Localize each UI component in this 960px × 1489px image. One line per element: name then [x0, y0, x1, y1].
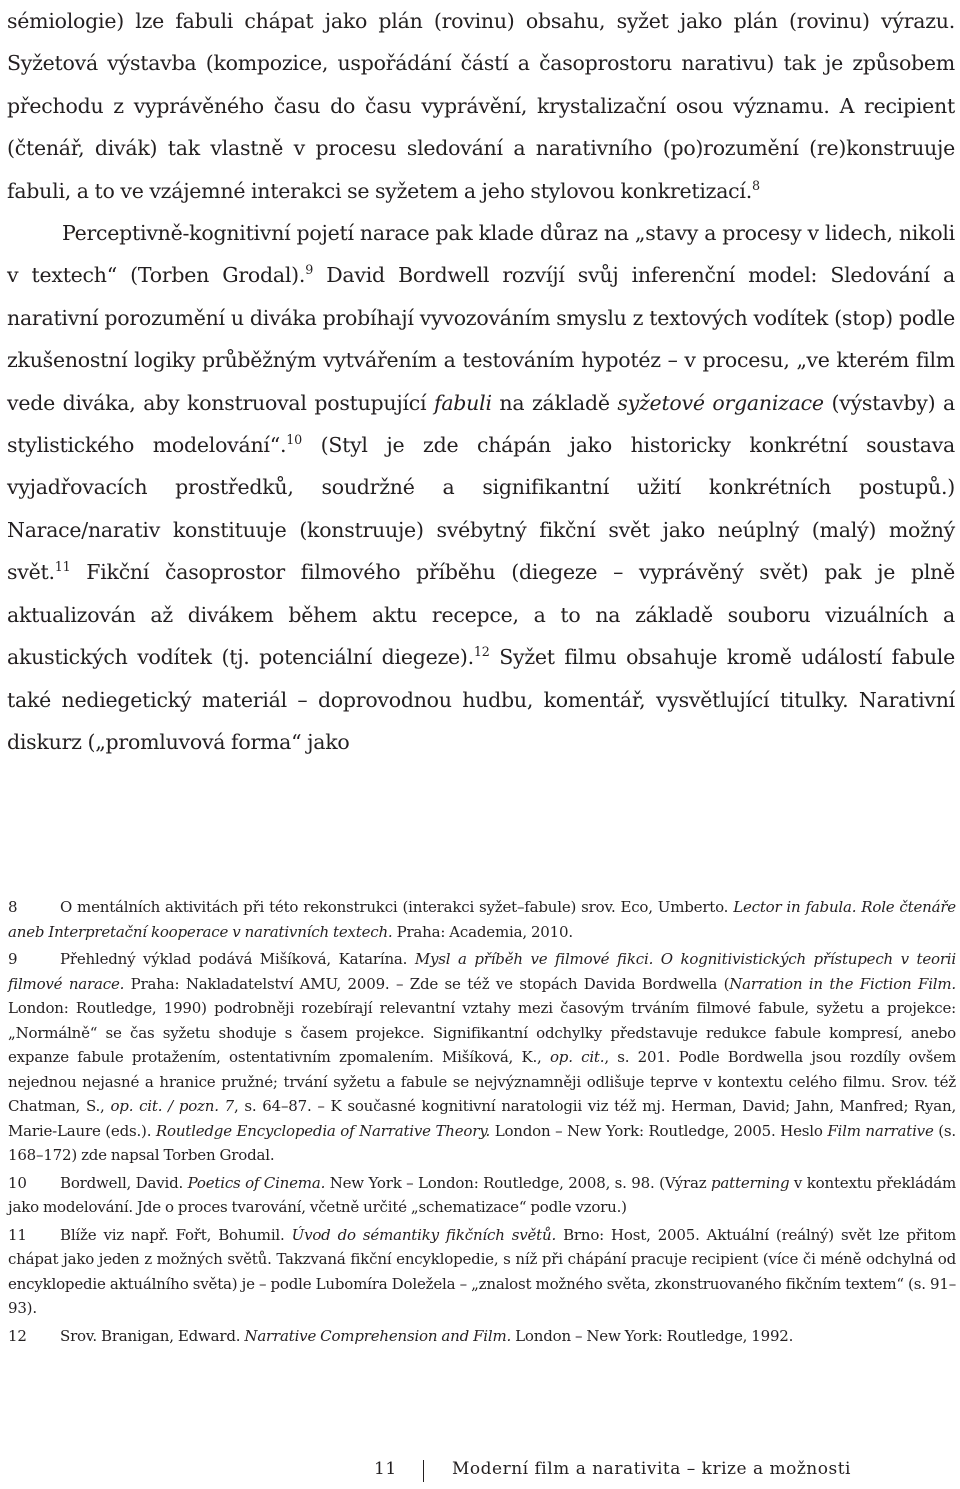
running-title: Moderní film a narativita – krize a možnosti: [452, 1459, 851, 1479]
footnote-title: Narrative Comprehension and Film.: [244, 1326, 512, 1345]
footnote-number: 9: [8, 950, 18, 968]
footnote-text: , s. 64–87. – K současné kognitivní naratologii viz též mj. Herman, David; Jahn, Manfred; Ryan, Marie-Laure (eds.).: [8, 1097, 957, 1140]
footnote-9: [8, 947, 956, 1168]
paragraph-text: Fikční časoprostor filmového příběhu (diegeze – vyprávěný svět) pak je plně aktualizován až divákem během aktu recepce, a to na základě souboru vizuálních a akustických vodítek (tj. potenciální diegeze).: [7, 560, 955, 670]
footnote-title: Úvod do sémantiky fikčních světů.: [291, 1225, 557, 1244]
footnote-8: [8, 895, 956, 944]
page-footer: [0, 1459, 960, 1489]
footnote-number: 10: [8, 1173, 27, 1192]
footnote-title: Poetics of Cinema.: [187, 1173, 326, 1192]
footnote-text: London – New York: Routledge, 1992.: [511, 1326, 794, 1345]
footnote-ref-12[interactable]: 12: [473, 644, 490, 660]
footnote-text: London – New York: Routledge, 2005. Heslo: [490, 1121, 828, 1140]
footnote-title: Lector in fabula. Role čtenáře aneb Interpretační kooperace v narativních textech.: [8, 898, 956, 941]
footnote-number: 8: [8, 898, 18, 916]
footnote-text: (s. 168–172) zde napsal Torben Grodal.: [8, 1121, 956, 1164]
footnote-number: 11: [8, 1225, 27, 1244]
footnote-text: Srov. Branigan, Edward.: [60, 1326, 245, 1345]
footnote-text: Bordwell, David.: [60, 1173, 188, 1192]
footnote-title: patterning: [711, 1173, 790, 1192]
footnote-text: Praha: Academia, 2010.: [392, 922, 573, 941]
body-text: [7, 0, 955, 763]
footnote-text: New York – London: Routledge, 2008, s. 98. (Výraz: [325, 1173, 712, 1192]
paragraph-text: David Bordwell rozvíjí svůj inferenční model: Sledování a narativní porozumění u diváka probíhají vyvozováním smyslu z textových vodítek (stop) podle zkušenostní logiky průběžným vytvářením a testováním hypotéz – v procesu, „ve kterém film vede diváka, aby konstruoval postupující: [7, 263, 955, 415]
paragraph-text: (výstavby) a stylistického modelování“.: [7, 390, 956, 458]
footnote-text: O mentálních aktivitách při této rekonstrukci (interakci syžet–fabule) srov. Eco, Umberto.: [60, 898, 734, 916]
footnote-text: Brno: Host, 2005. Aktuální (reálný) svět lze přitom chápat jako jeden z možných světů. Takzvaná fikční encyklopedie, s níž při chápání pracuje recipient (více či méně odchylná od encyklopedie aktuálního světa) je – podle Lubomíra Doležela – „znalost možného světa, zkonstruovaného fikčním textem“ (s. 91–93).: [8, 1225, 956, 1317]
footnote-title: Film narrative: [827, 1121, 934, 1140]
footnote-text: , s. 201. Podle Bordwella jsou rozdíly ovšem nejednou nejasné a hranice pružné; trvání syžetu a fabule se nejvýznamněji odlišuje teprve v kontextu celého filmu. Srov. též Chatman, S.,: [8, 1048, 956, 1115]
footnote-text: London: Routledge, 1990) podrobněji rozebírají relevantní vztahy mezi časovým trváním filmové fabule, syžetu a projekce: „Normálně“ se čas syžetu shoduje s časem projekce. Signifikantní odchylky představuje redukce fabule kompresí, anebo expanze fabule protažením, ostentativním zpomalením. Mišíková, K.,: [8, 999, 956, 1066]
paragraph-1: [7, 0, 955, 212]
footnote-10: [8, 1171, 956, 1220]
footnote-number: 12: [8, 1326, 27, 1345]
footnote-title: Mysl a příběh ve filmové fikci. O kognitivistických přístupech v teorii filmové narace.: [8, 950, 956, 993]
page-number: 11: [374, 1459, 397, 1479]
footnote-title: op. cit. / pozn. 7: [110, 1097, 234, 1115]
footnote-ref-8[interactable]: 8: [752, 177, 760, 193]
footnote-ref-10[interactable]: 10: [286, 432, 302, 448]
emphasis-syzetove-organizace: syžetové organizace: [617, 390, 824, 415]
paragraph-text: Perceptivně-kognitivní pojetí narace pak klade důraz na „stavy a procesy v lidech, nikoli v textech“ (Torben Grodal).: [7, 221, 955, 288]
paragraph-2: [7, 212, 955, 763]
footnote-ref-9[interactable]: 9: [305, 262, 314, 278]
emphasis-fabuli: fabuli: [434, 390, 492, 415]
footnote-text: v kontextu překládám jako modelování. Jde o proces tvarování, včetně určité „schematizace“ podle vzoru.): [8, 1173, 956, 1216]
footnote-text: Praha: Nakladatelství AMU, 2009. – Zde se též ve stopách Davida Bordwella (: [124, 974, 730, 993]
paragraph-text: na základě: [491, 390, 618, 415]
footnote-title: op. cit.: [549, 1048, 605, 1066]
paragraph-text: sémiologie) lze fabuli chápat jako plán (rovinu) obsahu, syžet jako plán (rovinu) výrazu. Syžetová výstavba (kompozice, uspořádání částí a časoprostoru narativu) tak je způsobem přechodu z vyprávěného času do času vyprávění, krystalizační osou významu. A recipient (čtenář, divák) tak vlastně v procesu sledování a narativního (po)rozumění (re)konstruuje fabuli, a to ve vzájemné interakci se syžetem a jeho stylovou konkretizací.: [7, 9, 955, 203]
footnotes: [8, 895, 956, 1351]
footer-divider: [423, 1460, 424, 1482]
paragraph-text: Syžet filmu obsahuje kromě událostí fabule také nediegetický materiál – doprovodnou hudbu, komentář, vysvětlující titulky. Narativní diskurz („promluvová forma“ jako: [7, 645, 955, 754]
footnote-12: [8, 1324, 956, 1349]
footnote-title: Routledge Encyclopedia of Narrative Theory.: [155, 1121, 491, 1140]
footnote-11: [8, 1223, 956, 1321]
paragraph-text: (Styl je zde chápán jako historicky konkrétní soustava vyjadřovacích prostředků, soudržné a signifikantní užití konkrétních postupů.) Narace/narativ konstituuje (konstruuje) svébytný fikční svět jako neúplný (malý) možný svět.: [7, 433, 955, 585]
footnote-title: Narration in the Fiction Film.: [729, 974, 956, 993]
footnote-text: Přehledný výklad podává Mišíková, Katarína.: [60, 950, 415, 968]
footnote-ref-11[interactable]: 11: [54, 559, 71, 575]
footnote-text: Blíže viz např. Fořt, Bohumil.: [60, 1225, 292, 1244]
